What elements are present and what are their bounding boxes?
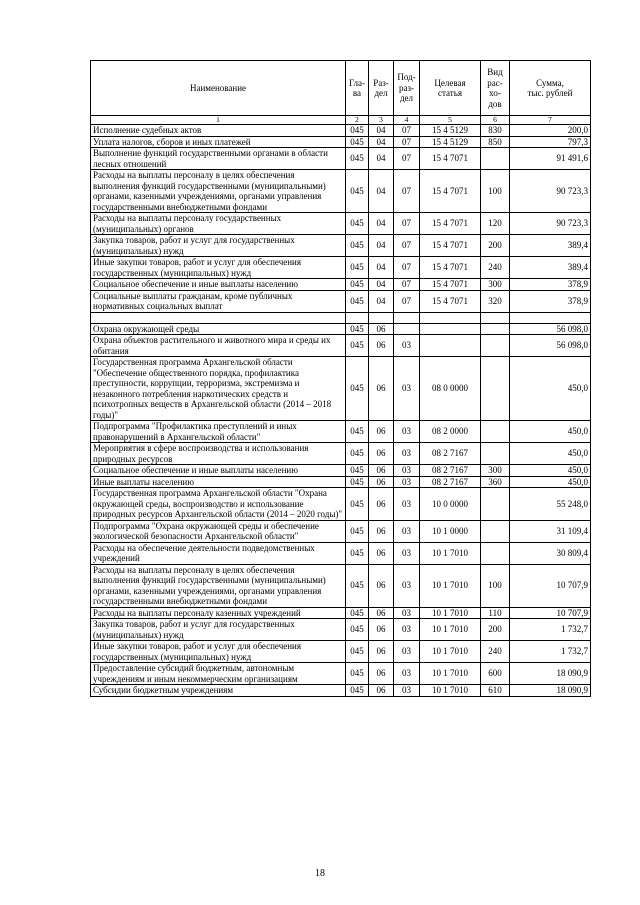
- cell-podrazdel: 03: [394, 465, 420, 477]
- cell-glava: 045: [346, 488, 369, 521]
- cell-glava: 045: [346, 476, 369, 488]
- cell-target: 08 0 0000: [420, 357, 481, 421]
- cell-podrazdel: 03: [394, 663, 420, 685]
- cell-podrazdel: 03: [394, 357, 420, 421]
- column-number: 4: [394, 116, 420, 125]
- cell-vid: 300: [481, 279, 510, 291]
- cell-razdel: [369, 312, 394, 323]
- cell-razdel: 06: [369, 357, 394, 421]
- table-row: [91, 148, 591, 170]
- cell-target: 10 1 7010: [420, 619, 481, 641]
- cell-vid: 100: [481, 170, 510, 213]
- cell-name: Социальное обеспечение и иные выплаты населению: [91, 465, 346, 477]
- cell-target: 15 4 5129: [420, 136, 481, 148]
- header-name: [91, 61, 346, 116]
- header-glava: [346, 61, 369, 116]
- cell-podrazdel: 07: [394, 136, 420, 148]
- cell-podrazdel: 07: [394, 279, 420, 291]
- cell-target: 08 2 7167: [420, 443, 481, 465]
- cell-sum: 389,4: [510, 235, 591, 257]
- cell-sum: 55 248,0: [510, 488, 591, 521]
- cell-target: 08 2 7167: [420, 476, 481, 488]
- cell-vid: 300: [481, 465, 510, 477]
- cell-vid: 110: [481, 607, 510, 619]
- cell-name: Мероприятия в сфере воспроизводства и использования природных ресурсов: [91, 443, 346, 465]
- page-number: 18: [315, 868, 325, 879]
- cell-sum: 30 809,4: [510, 542, 591, 564]
- column-number: 3: [369, 116, 394, 125]
- cell-razdel: 04: [369, 148, 394, 170]
- cell-podrazdel: 03: [394, 641, 420, 663]
- cell-vid: [481, 148, 510, 170]
- cell-sum: 56 098,0: [510, 335, 591, 357]
- cell-glava: 045: [346, 257, 369, 279]
- cell-name: Подпрограмма "Охрана окружающей среды и обеспечение экологической безопасности Архангельской области": [91, 520, 346, 542]
- cell-vid: [481, 542, 510, 564]
- cell-sum: 1 732,7: [510, 641, 591, 663]
- cell-razdel: 04: [369, 279, 394, 291]
- cell-razdel: 04: [369, 257, 394, 279]
- cell-podrazdel: 03: [394, 564, 420, 607]
- table-row: [91, 465, 591, 477]
- cell-glava: [346, 312, 369, 323]
- cell-glava: 045: [346, 421, 369, 443]
- cell-sum: 10 707,9: [510, 607, 591, 619]
- cell-name: Расходы на выплаты персоналу в целях обеспечения выполнения функций государственными (муниципальными) органами, казенными учреждениями, органами управления государственными внебюджетными фондами: [91, 170, 346, 213]
- cell-sum: 450,0: [510, 465, 591, 477]
- table-row: [91, 685, 591, 697]
- cell-name: Подпрограмма "Профилактика преступлений и иных правонарушений в Архангельской области": [91, 421, 346, 443]
- cell-name: Расходы на выплаты персоналу казенных учреждений: [91, 607, 346, 619]
- cell-sum: 378,9: [510, 279, 591, 291]
- table-row: [91, 488, 591, 521]
- cell-sum: 90 723,3: [510, 170, 591, 213]
- header-name-text: Наименование: [189, 82, 247, 93]
- cell-name: Закупка товаров, работ и услуг для государственных (муниципальных) нужд: [91, 619, 346, 641]
- cell-name: Уплата налогов, сборов и иных платежей: [91, 136, 346, 148]
- cell-vid: 850: [481, 136, 510, 148]
- table-row: [91, 335, 591, 357]
- table-row: [91, 619, 591, 641]
- cell-glava: 045: [346, 290, 369, 312]
- cell-target: 15 4 5129: [420, 125, 481, 137]
- cell-podrazdel: 07: [394, 148, 420, 170]
- cell-name: Иные выплаты населению: [91, 476, 346, 488]
- cell-target: 15 4 7071: [420, 148, 481, 170]
- cell-vid: 200: [481, 235, 510, 257]
- table-row: [91, 170, 591, 213]
- cell-name: Расходы на выплаты персоналу государственных (муниципальных) органов: [91, 213, 346, 235]
- header-sum: [510, 61, 591, 116]
- cell-vid: 320: [481, 290, 510, 312]
- header-target: [420, 61, 481, 116]
- cell-name: Иные закупки товаров, работ и услуг для обеспечения государственных (муниципальных) нужд: [91, 257, 346, 279]
- table-row: [91, 421, 591, 443]
- cell-vid: 830: [481, 125, 510, 137]
- cell-podrazdel: 03: [394, 685, 420, 697]
- table-row: [91, 290, 591, 312]
- cell-name: Расходы на выплаты персоналу в целях обеспечения выполнения функций государственными (муниципальными) органами, казенными учреждениями, органами управления государственными внебюджетными фондами: [91, 564, 346, 607]
- cell-razdel: 06: [369, 421, 394, 443]
- cell-name: Охрана окружающей среды: [91, 323, 346, 335]
- cell-podrazdel: 07: [394, 170, 420, 213]
- cell-glava: 045: [346, 685, 369, 697]
- cell-target: 10 1 7010: [420, 641, 481, 663]
- table-row: [91, 443, 591, 465]
- cell-podrazdel: 03: [394, 520, 420, 542]
- table-row: [91, 476, 591, 488]
- cell-name: Государственная программа Архангельской области "Охрана окружающей среды, воспроизводство и использование природных ресурсов Архангельской области (2014 – 2020 годы)": [91, 488, 346, 521]
- cell-sum: 450,0: [510, 421, 591, 443]
- table-row: [91, 542, 591, 564]
- cell-razdel: 06: [369, 476, 394, 488]
- table-row: [91, 125, 591, 137]
- cell-glava: 045: [346, 235, 369, 257]
- cell-name: Выполнение функций государственными органами в области лесных отношений: [91, 148, 346, 170]
- cell-podrazdel: 07: [394, 125, 420, 137]
- cell-name: Государственная программа Архангельской области "Обеспечение общественного порядка, профилактика преступности, коррупции, терроризма, экстремизма и незаконного потребления наркотических средств и психотропных веществ в Архангельской области (2014 – 2018 годы)": [91, 357, 346, 421]
- cell-sum: 56 098,0: [510, 323, 591, 335]
- cell-vid: 240: [481, 257, 510, 279]
- cell-podrazdel: 03: [394, 619, 420, 641]
- cell-razdel: 06: [369, 335, 394, 357]
- cell-razdel: 06: [369, 443, 394, 465]
- cell-name: Субсидии бюджетным учреждениям: [91, 685, 346, 697]
- cell-target: 10 1 7010: [420, 607, 481, 619]
- header-glava-text: Гла- ва: [348, 77, 365, 98]
- cell-name: Предоставление субсидий бюджетным, автономным учреждениям и иным некоммерческим организациям: [91, 663, 346, 685]
- cell-sum: 91 491,6: [510, 148, 591, 170]
- cell-razdel: 04: [369, 213, 394, 235]
- cell-razdel: 04: [369, 136, 394, 148]
- cell-glava: 045: [346, 148, 369, 170]
- cell-podrazdel: 03: [394, 542, 420, 564]
- table-row: [91, 323, 591, 335]
- cell-razdel: 06: [369, 488, 394, 521]
- cell-glava: 045: [346, 443, 369, 465]
- cell-razdel: 06: [369, 663, 394, 685]
- cell-sum: 797,3: [510, 136, 591, 148]
- cell-vid: 200: [481, 619, 510, 641]
- table-row: [91, 520, 591, 542]
- cell-glava: 045: [346, 335, 369, 357]
- cell-sum: 200,0: [510, 125, 591, 137]
- cell-podrazdel: [394, 312, 420, 323]
- cell-razdel: 06: [369, 564, 394, 607]
- table-row: [91, 235, 591, 257]
- table-row: [91, 357, 591, 421]
- table-row: [91, 641, 591, 663]
- cell-glava: 045: [346, 136, 369, 148]
- cell-glava: 045: [346, 520, 369, 542]
- column-number: 1: [91, 116, 346, 125]
- column-number: 2: [346, 116, 369, 125]
- cell-vid: [481, 323, 510, 335]
- header-vid-text: Вид рас- хо- дов: [487, 67, 503, 109]
- cell-vid: 360: [481, 476, 510, 488]
- cell-name: [91, 312, 346, 323]
- cell-glava: 045: [346, 357, 369, 421]
- cell-glava: 045: [346, 542, 369, 564]
- cell-vid: [481, 357, 510, 421]
- cell-sum: 378,9: [510, 290, 591, 312]
- cell-target: 15 4 7071: [420, 170, 481, 213]
- cell-target: 10 1 7010: [420, 542, 481, 564]
- cell-glava: 045: [346, 279, 369, 291]
- table-row: [91, 607, 591, 619]
- cell-glava: 045: [346, 170, 369, 213]
- budget-table: [90, 60, 591, 697]
- header-podrazdel-text: Под- раз- дел: [397, 72, 416, 104]
- cell-target: 10 1 0000: [420, 520, 481, 542]
- cell-podrazdel: 07: [394, 213, 420, 235]
- cell-vid: 240: [481, 641, 510, 663]
- cell-glava: 045: [346, 465, 369, 477]
- cell-target: [420, 323, 481, 335]
- table-row: [91, 279, 591, 291]
- cell-sum: 90 723,3: [510, 213, 591, 235]
- cell-glava: 045: [346, 125, 369, 137]
- cell-target: 10 1 7010: [420, 564, 481, 607]
- cell-sum: 389,4: [510, 257, 591, 279]
- cell-razdel: 06: [369, 465, 394, 477]
- cell-podrazdel: 07: [394, 290, 420, 312]
- cell-vid: 610: [481, 685, 510, 697]
- table-row: [91, 564, 591, 607]
- cell-vid: [481, 312, 510, 323]
- cell-vid: [481, 335, 510, 357]
- cell-sum: [510, 312, 591, 323]
- cell-name: Расходы на обеспечение деятельности подведомственных учреждений: [91, 542, 346, 564]
- cell-target: 15 4 7071: [420, 257, 481, 279]
- cell-target: 10 1 7010: [420, 685, 481, 697]
- table-row: [91, 213, 591, 235]
- cell-glava: 045: [346, 641, 369, 663]
- cell-podrazdel: 03: [394, 421, 420, 443]
- cell-target: [420, 312, 481, 323]
- table-header-row: [91, 61, 591, 116]
- header-vid: [481, 61, 510, 116]
- cell-name: Исполнение судебных актов: [91, 125, 346, 137]
- cell-name: Социальное обеспечение и иные выплаты населению: [91, 279, 346, 291]
- cell-podrazdel: 03: [394, 335, 420, 357]
- cell-target: [420, 335, 481, 357]
- table-row: [91, 136, 591, 148]
- cell-target: 15 4 7071: [420, 235, 481, 257]
- cell-podrazdel: 03: [394, 476, 420, 488]
- cell-razdel: 06: [369, 641, 394, 663]
- cell-sum: 450,0: [510, 443, 591, 465]
- cell-razdel: 04: [369, 235, 394, 257]
- cell-razdel: 06: [369, 607, 394, 619]
- cell-glava: 045: [346, 564, 369, 607]
- cell-target: 10 1 7010: [420, 663, 481, 685]
- cell-razdel: 04: [369, 125, 394, 137]
- cell-sum: 31 109,4: [510, 520, 591, 542]
- cell-vid: [481, 421, 510, 443]
- cell-razdel: 06: [369, 685, 394, 697]
- cell-vid: 100: [481, 564, 510, 607]
- table-row: [91, 312, 591, 323]
- cell-name: Иные закупки товаров, работ и услуг для обеспечения государственных (муниципальных) нужд: [91, 641, 346, 663]
- cell-razdel: 06: [369, 542, 394, 564]
- cell-vid: [481, 488, 510, 521]
- table-row: [91, 257, 591, 279]
- column-number: 6: [481, 116, 510, 125]
- column-number: 5: [420, 116, 481, 125]
- cell-name: Социальные выплаты гражданам, кроме публичных нормативных социальных выплат: [91, 290, 346, 312]
- cell-target: 15 4 7071: [420, 213, 481, 235]
- cell-sum: 1 732,7: [510, 619, 591, 641]
- cell-sum: 450,0: [510, 476, 591, 488]
- header-podrazdel: [394, 61, 420, 116]
- cell-podrazdel: 03: [394, 607, 420, 619]
- cell-razdel: 04: [369, 290, 394, 312]
- header-razdel: [369, 61, 394, 116]
- cell-sum: 18 090,9: [510, 685, 591, 697]
- cell-target: 10 0 0000: [420, 488, 481, 521]
- table-row: [91, 663, 591, 685]
- cell-glava: 045: [346, 323, 369, 335]
- cell-razdel: 06: [369, 520, 394, 542]
- column-number-row: [91, 116, 591, 125]
- header-razdel-text: Раз- дел: [373, 77, 389, 98]
- table-body: [91, 125, 591, 697]
- cell-podrazdel: [394, 323, 420, 335]
- budget-table-container: [90, 60, 590, 697]
- cell-sum: 450,0: [510, 357, 591, 421]
- cell-podrazdel: 03: [394, 443, 420, 465]
- cell-sum: 18 090,9: [510, 663, 591, 685]
- cell-vid: 600: [481, 663, 510, 685]
- cell-razdel: 06: [369, 619, 394, 641]
- cell-glava: 045: [346, 607, 369, 619]
- column-number: 7: [510, 116, 591, 125]
- cell-target: 15 4 7071: [420, 279, 481, 291]
- cell-name: Охрана объектов растительного и животного мира и среды их обитания: [91, 335, 346, 357]
- cell-podrazdel: 07: [394, 257, 420, 279]
- cell-vid: [481, 443, 510, 465]
- cell-razdel: 06: [369, 323, 394, 335]
- cell-target: 15 4 7071: [420, 290, 481, 312]
- cell-vid: [481, 520, 510, 542]
- cell-glava: 045: [346, 619, 369, 641]
- cell-podrazdel: 03: [394, 488, 420, 521]
- cell-target: 08 2 0000: [420, 421, 481, 443]
- cell-vid: 120: [481, 213, 510, 235]
- cell-name: Закупка товаров, работ и услуг для государственных (муниципальных) нужд: [91, 235, 346, 257]
- cell-razdel: 04: [369, 170, 394, 213]
- header-sum-text: Сумма, тыс. рублей: [527, 77, 573, 98]
- cell-sum: 10 707,9: [510, 564, 591, 607]
- header-target-text: Целевая статья: [434, 77, 466, 98]
- cell-glava: 045: [346, 663, 369, 685]
- cell-podrazdel: 07: [394, 235, 420, 257]
- cell-target: 08 2 7167: [420, 465, 481, 477]
- cell-glava: 045: [346, 213, 369, 235]
